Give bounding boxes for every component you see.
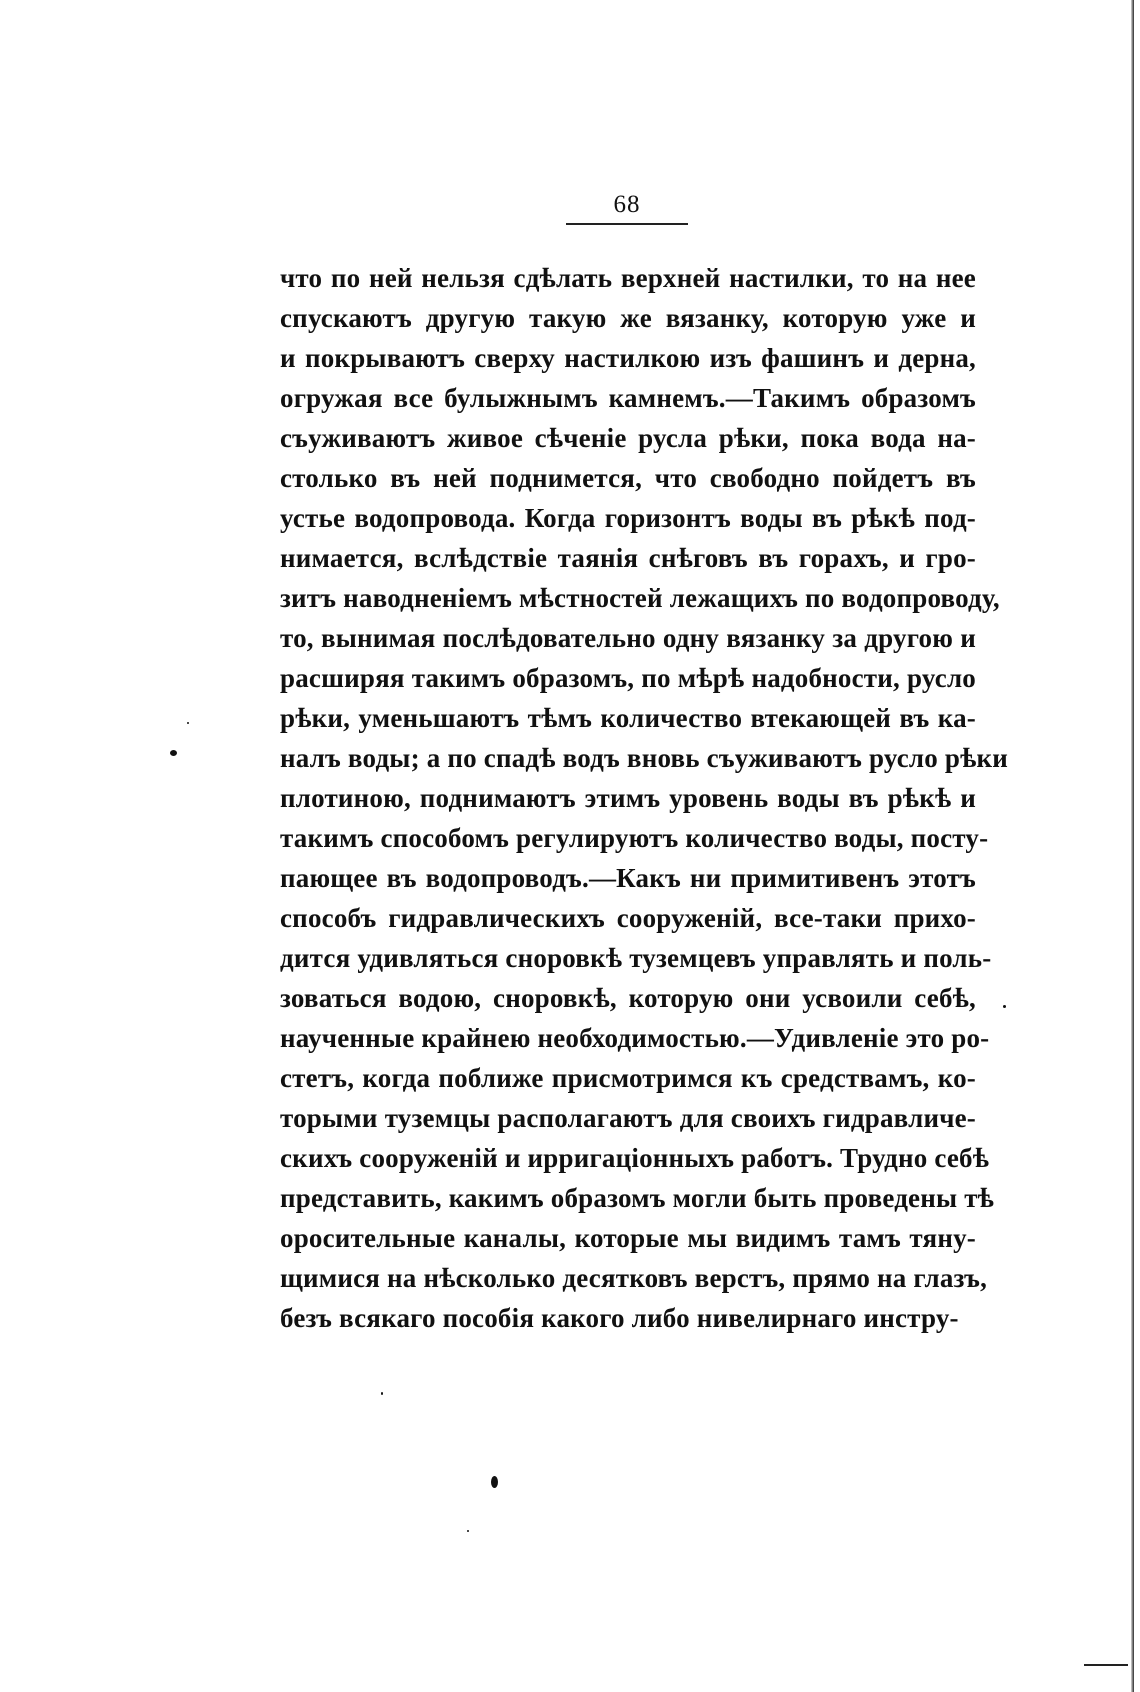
text-line: зоваться водою, сноровкѣ, которую они усвоили себѣ, [280,983,976,1013]
text-line: дится удивляться сноровкѣ туземцевъ управлять и поль- [280,943,992,973]
text-line: наученные крайнею необходимостью.—Удивленіе это ро- [280,1023,990,1053]
scan-speck [467,1530,469,1532]
page-number: 68 [613,191,641,218]
text-line: огружая все булыжнымъ камнемъ.—Такимъ образомъ [280,383,976,413]
text-line: столько въ ней поднимется, что свободно пойдетъ въ [280,463,976,493]
scan-speck [187,722,189,724]
text-line: такимъ способомъ регулируютъ количество воды, посту- [280,823,989,853]
body-text [280,258,1009,1338]
scan-speck [491,1476,498,1488]
text-line: пающее въ водопроводъ.—Какъ ни примитивенъ этотъ [280,863,976,893]
text-line: щимися на нѣсколько десятковъ верстъ, прямо на глазъ, [280,1263,988,1293]
text-line: спускаютъ другую такую же вязанку, которую уже и [280,303,976,333]
text-line: плотиною, поднимаютъ этимъ уровень воды въ рѣкѣ и [280,783,976,813]
page-edge-shadow [1131,0,1134,1692]
text-line: налъ воды; а по спадѣ водъ вновь съуживаютъ русло рѣки [280,743,1009,773]
text-line: зитъ наводненіемъ мѣстностей лежащихъ по водопроводу, [280,583,1000,613]
text-line: рѣки, уменьшаютъ тѣмъ количество втекающей въ ка- [280,703,976,733]
text-line: то, вынимая послѣдовательно одну вязанку за другою и [280,623,976,653]
text-line: стетъ, когда поближе присмотримся къ средствамъ, ко- [280,1063,976,1093]
scan-speck [170,750,177,756]
text-line: безъ всякаго пособія какого либо нивелирнаго инстру- [280,1303,959,1333]
scan-speck [381,1392,383,1395]
scan-speck [1003,1005,1006,1008]
text-line: торыми туземцы располагаютъ для своихъ гидравличе- [280,1103,976,1133]
text-line: нимается, вслѣдствіе таянія снѣговъ въ горахъ, и гро- [280,543,976,573]
text-line: оросительные каналы, которые мы видимъ тамъ тяну- [280,1223,976,1253]
text-line: и покрываютъ сверху настилкою изъ фашинъ и дерна, [280,343,976,373]
scan-corner-mark [1084,1664,1128,1666]
text-line: скихъ сооруженій и ирригаціонныхъ работъ. Трудно себѣ [280,1143,990,1173]
text-line: устье водопровода. Когда горизонтъ воды въ рѣкѣ под- [280,503,976,533]
text-line: способъ гидравлическихъ сооруженій, все-таки прихо- [280,903,976,933]
page-number-rule [566,223,688,225]
text-line: расширяя такимъ образомъ, по мѣрѣ надобности, русло [280,663,976,693]
text-line: представить, какимъ образомъ могли быть проведены тѣ [280,1183,995,1213]
text-line: что по ней нельзя сдѣлать верхней настилки, то на нее [280,263,976,293]
text-line: съуживаютъ живое сѣченіе русла рѣки, пока вода на- [280,423,976,453]
